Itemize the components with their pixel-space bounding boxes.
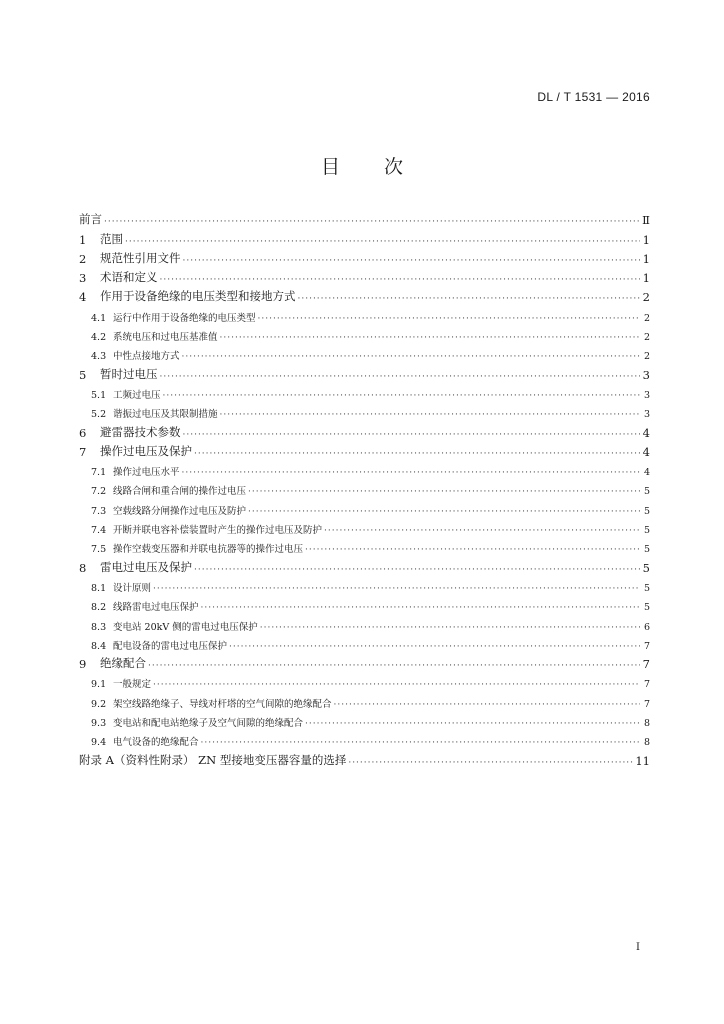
toc-entry-page: 5 bbox=[643, 525, 650, 537]
toc-entry-number: 7 bbox=[79, 444, 87, 459]
toc-entry-page: 5 bbox=[642, 560, 650, 575]
toc-entry[interactable] bbox=[79, 362, 650, 381]
toc-entry[interactable] bbox=[79, 304, 650, 323]
toc-entry-page: 11 bbox=[635, 753, 650, 768]
toc-entry-page: 1 bbox=[642, 251, 650, 266]
toc-entry-title: 术语和定义 bbox=[100, 270, 158, 285]
toc-entry-number: 6 bbox=[79, 425, 87, 440]
toc-entry-page: 5 bbox=[643, 505, 650, 517]
toc-entry[interactable] bbox=[79, 613, 650, 632]
title-char-1: 目 bbox=[320, 156, 340, 178]
toc-leader-dots bbox=[248, 488, 640, 497]
toc-leader-dots bbox=[348, 759, 633, 768]
toc-entry[interactable] bbox=[79, 401, 650, 420]
toc-entry[interactable] bbox=[79, 748, 650, 767]
toc-entry-number: 7.2 bbox=[91, 486, 107, 498]
toc-leader-dots bbox=[163, 392, 640, 401]
toc-entry-page: 1 bbox=[642, 271, 650, 286]
toc-entry[interactable] bbox=[79, 671, 650, 690]
toc-entry-number: 8.1 bbox=[91, 582, 107, 594]
toc-entry-page: 5 bbox=[643, 582, 650, 594]
toc-entry[interactable] bbox=[79, 497, 650, 516]
toc-entry[interactable] bbox=[79, 266, 650, 285]
toc-entry-page: 5 bbox=[643, 544, 650, 556]
toc-entry[interactable] bbox=[79, 575, 650, 594]
toc-leader-dots bbox=[160, 276, 641, 285]
toc-leader-dots bbox=[229, 643, 640, 652]
toc-entry[interactable] bbox=[79, 382, 650, 401]
toc-entry-title: 电气设备的绝缘配合 bbox=[113, 737, 199, 749]
toc-entry-page: Ⅱ bbox=[642, 213, 650, 228]
toc-entry[interactable] bbox=[79, 285, 650, 304]
toc-entry-number: 7.1 bbox=[91, 467, 107, 479]
toc-entry-number: 3 bbox=[79, 271, 87, 286]
toc-entry-title: 作用于设备绝缘的电压类型和接地方式 bbox=[100, 289, 296, 304]
toc-entry[interactable] bbox=[79, 536, 650, 555]
toc-entry-page: 7 bbox=[643, 679, 650, 691]
toc-entry-title: 前言 bbox=[79, 212, 102, 227]
toc-entry-page: 8 bbox=[643, 718, 650, 730]
toc-leader-dots bbox=[125, 238, 640, 247]
toc-entry-number: 4.2 bbox=[91, 332, 107, 344]
toc-leader-dots bbox=[220, 334, 640, 343]
toc-entry-title: 避雷器技术参数 bbox=[100, 424, 181, 439]
toc-entry-page: 7 bbox=[643, 640, 650, 652]
toc-entry-title: 操作过电压及保护 bbox=[100, 443, 192, 458]
document-code: DL / T 1531 — 2016 bbox=[537, 90, 650, 104]
toc-entry-number: 9.4 bbox=[91, 737, 107, 749]
toc-entry-page: 3 bbox=[643, 389, 650, 401]
toc-leader-dots bbox=[104, 218, 640, 227]
toc-entry-number: 8.2 bbox=[91, 602, 107, 614]
toc-entry-page: 2 bbox=[643, 351, 650, 363]
toc-entry[interactable] bbox=[79, 208, 650, 227]
toc-entry[interactable] bbox=[79, 478, 650, 497]
page-title bbox=[0, 152, 724, 179]
toc-entry-page: 7 bbox=[643, 698, 650, 710]
toc-entry[interactable] bbox=[79, 227, 650, 246]
toc-leader-dots bbox=[305, 720, 640, 729]
toc-entry[interactable] bbox=[79, 729, 650, 748]
toc-entry-title: 开断并联电容补偿装置时产生的操作过电压及防护 bbox=[113, 525, 323, 537]
toc-entry[interactable] bbox=[79, 517, 650, 536]
toc-entry-number: 7.3 bbox=[91, 505, 107, 517]
toc-entry-number: 5 bbox=[79, 367, 87, 382]
toc-entry-number: 8.4 bbox=[91, 640, 107, 652]
toc-entry-title: 架空线路绝缘子、导线对杆塔的空气间隙的绝缘配合 bbox=[113, 698, 332, 710]
toc-entry-title: 操作空载变压器和并联电抗器等的操作过电压 bbox=[113, 544, 304, 556]
toc-entry-title: 绝缘配合 bbox=[100, 656, 146, 671]
toc-entry-page: 2 bbox=[642, 290, 650, 305]
toc-leader-dots bbox=[153, 681, 640, 690]
toc-entry-number: 1 bbox=[79, 232, 87, 247]
toc-entry-title: 工频过电压 bbox=[113, 389, 161, 401]
toc-entry-number: 5.2 bbox=[91, 409, 107, 421]
toc-entry[interactable] bbox=[79, 324, 650, 343]
toc-entry-number: 9.1 bbox=[91, 679, 107, 691]
toc-leader-dots bbox=[194, 566, 640, 575]
toc-entry[interactable] bbox=[79, 247, 650, 266]
toc-entry[interactable] bbox=[79, 459, 650, 478]
toc-entry-title: 附录 A（资料性附录） ZN 型接地变压器容量的选择 bbox=[79, 752, 347, 767]
toc-entry-title: 线路雷电过电压保护 bbox=[113, 602, 199, 614]
toc-entry-number: 4.3 bbox=[91, 351, 107, 363]
toc-entry-title: 系统电压和过电压基准值 bbox=[113, 332, 218, 344]
toc-entry-title: 变电站和配电站绝缘子及空气间隙的绝缘配合 bbox=[113, 718, 304, 730]
toc-entry-title: 规范性引用文件 bbox=[100, 250, 181, 265]
toc-entry-title: 配电设备的雷电过电压保护 bbox=[113, 640, 228, 652]
toc-leader-dots bbox=[324, 527, 640, 536]
toc-leader-dots bbox=[258, 315, 640, 324]
toc-leader-dots bbox=[183, 257, 641, 266]
toc-entry-title: 暂时过电压 bbox=[100, 366, 158, 381]
toc-entry-page: 8 bbox=[643, 737, 650, 749]
toc-entry-title: 一般规定 bbox=[113, 679, 152, 691]
toc-leader-dots bbox=[201, 739, 640, 748]
toc-entry-number: 7.4 bbox=[91, 525, 107, 537]
toc-entry[interactable] bbox=[79, 343, 650, 362]
toc-entry-number: 9.3 bbox=[91, 718, 107, 730]
toc-leader-dots bbox=[334, 701, 640, 710]
toc-entry-page: 2 bbox=[643, 332, 650, 344]
toc-leader-dots bbox=[160, 373, 641, 382]
page-number: I bbox=[636, 942, 640, 953]
toc-entry-title: 线路合闸和重合闸的操作过电压 bbox=[113, 486, 247, 498]
toc-entry-page: 7 bbox=[642, 657, 650, 672]
toc-entry[interactable] bbox=[79, 555, 650, 574]
toc-entry-page: 4 bbox=[642, 444, 650, 459]
toc-entry-title: 运行中作用于设备绝缘的电压类型 bbox=[113, 312, 256, 324]
toc-entry-page: 5 bbox=[643, 486, 650, 498]
toc-leader-dots bbox=[220, 411, 640, 420]
toc-entry-title: 设计原则 bbox=[113, 582, 152, 594]
toc-entry-number: 7.5 bbox=[91, 544, 107, 556]
toc-leader-dots bbox=[201, 604, 640, 613]
toc-entry-title: 范围 bbox=[100, 231, 123, 246]
toc-entry-number: 2 bbox=[79, 251, 87, 266]
toc-entry[interactable] bbox=[79, 633, 650, 652]
toc-entry-page: 4 bbox=[642, 425, 650, 440]
toc-entry-number: 9 bbox=[79, 657, 87, 672]
toc-entry-title: 操作过电压水平 bbox=[113, 467, 180, 479]
toc-leader-dots bbox=[182, 353, 640, 362]
toc-leader-dots bbox=[248, 508, 640, 517]
toc-leader-dots bbox=[148, 662, 640, 671]
toc-entry-number: 5.1 bbox=[91, 389, 107, 401]
toc-entry-title: 雷电过电压及保护 bbox=[100, 559, 192, 574]
toc-leader-dots bbox=[305, 546, 640, 555]
toc-leader-dots bbox=[183, 431, 641, 440]
toc-entry[interactable] bbox=[79, 440, 650, 459]
toc-entry[interactable] bbox=[79, 652, 650, 671]
toc-entry-page: 3 bbox=[643, 409, 650, 421]
toc-entry[interactable] bbox=[79, 420, 650, 439]
toc-entry-page: 6 bbox=[643, 621, 650, 633]
toc-leader-dots bbox=[194, 450, 640, 459]
toc-entry-page: 3 bbox=[642, 367, 650, 382]
toc-leader-dots bbox=[182, 469, 640, 478]
toc-entry-title: 空载线路分闸操作过电压及防护 bbox=[113, 505, 247, 517]
toc-entry-number: 9.2 bbox=[91, 698, 107, 710]
table-of-contents bbox=[79, 208, 650, 768]
toc-entry-number: 8.3 bbox=[91, 621, 107, 633]
toc-entry-page: 2 bbox=[643, 312, 650, 324]
toc-leader-dots bbox=[260, 624, 640, 633]
toc-entry-number: 4.1 bbox=[91, 312, 107, 324]
toc-entry[interactable] bbox=[79, 690, 650, 709]
toc-entry-page: 5 bbox=[643, 602, 650, 614]
toc-entry-number: 8 bbox=[79, 560, 87, 575]
toc-entry-page: 1 bbox=[642, 232, 650, 247]
title-char-2: 次 bbox=[384, 156, 404, 178]
toc-leader-dots bbox=[298, 295, 641, 304]
toc-entry-title: 谐振过电压及其限制措施 bbox=[113, 409, 218, 421]
toc-entry-title: 变电站 20kV 侧的雷电过电压保护 bbox=[113, 621, 258, 633]
toc-entry-page: 4 bbox=[643, 467, 650, 479]
toc-leader-dots bbox=[153, 585, 640, 594]
toc-entry[interactable] bbox=[79, 594, 650, 613]
toc-entry-number: 4 bbox=[79, 290, 87, 305]
toc-entry-title: 中性点接地方式 bbox=[113, 351, 180, 363]
toc-entry[interactable] bbox=[79, 710, 650, 729]
